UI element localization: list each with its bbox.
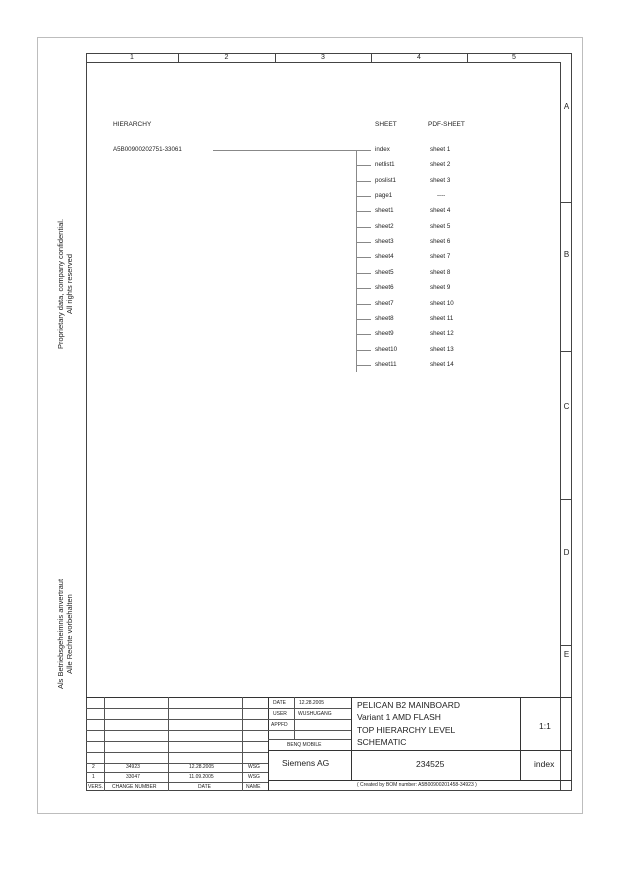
tree-branch — [356, 150, 371, 151]
rev-header-name: NAME — [246, 784, 261, 790]
tree-branch — [356, 319, 371, 320]
revision-col-line — [242, 697, 243, 791]
column-2: 2 — [224, 54, 229, 61]
pdf-sheet-entry[interactable]: sheet 1 — [430, 146, 451, 153]
sheet-entry[interactable]: sheet6 — [375, 284, 394, 291]
sheet-entry[interactable]: index — [375, 146, 390, 153]
row-C: C — [563, 402, 570, 411]
hierarchy-header: HIERARCHY — [113, 121, 152, 128]
tree-branch — [356, 181, 371, 182]
revision-line — [86, 708, 268, 709]
pdf-sheet-entry[interactable]: sheet 5 — [430, 223, 451, 230]
revision-line — [86, 719, 268, 720]
pdf-sheet-entry[interactable]: sheet 8 — [430, 269, 451, 276]
confidential-note — [56, 204, 74, 364]
pdf-sheet-entry[interactable]: sheet 7 — [430, 253, 451, 260]
pdf-sheet-entry[interactable]: sheet 12 — [430, 330, 454, 337]
revision-col-line — [168, 697, 169, 791]
pdf-sheet-entry[interactable]: ---- — [437, 192, 446, 199]
pdf-sheet-entry[interactable]: sheet 10 — [430, 300, 454, 307]
info-line — [268, 719, 351, 720]
sheet-entry[interactable]: page1 — [375, 192, 393, 199]
row-divider — [561, 645, 572, 646]
revision-vers: 2 — [92, 764, 95, 770]
confidential-line-1: Proprietary data, company confidential. — [56, 218, 65, 350]
pdf-sheet-header: PDF-SHEET — [428, 121, 465, 128]
tree-branch — [356, 211, 371, 212]
titleblock-divider — [268, 750, 572, 751]
titleblock-divider — [268, 780, 572, 781]
root-connector — [213, 150, 356, 151]
row-D: D — [563, 548, 570, 557]
date-value: 12.28.2005 — [299, 700, 325, 706]
confidential-line-2: All rights reserved — [65, 253, 74, 315]
row-divider — [561, 351, 572, 352]
column-3: 3 — [321, 54, 325, 61]
revision-line — [86, 782, 268, 783]
sheet-entry[interactable]: sheet7 — [375, 300, 394, 307]
revision-change: 34923 — [126, 764, 140, 770]
sheet-name: index — [534, 759, 555, 769]
sheet-entry[interactable]: sheet10 — [375, 346, 398, 353]
tree-branch — [356, 257, 371, 258]
column-5: 5 — [512, 54, 516, 61]
pdf-sheet-entry[interactable]: sheet 9 — [430, 284, 451, 291]
revision-name: WSG — [248, 774, 260, 780]
revision-line — [86, 730, 268, 731]
scale-value: 1:1 — [539, 721, 551, 731]
rev-header-change: CHANGE NUMBER — [112, 784, 157, 790]
revision-line — [86, 752, 268, 753]
info-line — [268, 739, 351, 740]
pdf-sheet-entry[interactable]: sheet 13 — [430, 346, 454, 353]
sheet-entry[interactable]: sheet4 — [375, 253, 394, 260]
tree-branch — [356, 288, 371, 289]
trade-secret-line-1: Als Betriebsgeheimnis anvertraut — [56, 578, 65, 690]
sheet-entry[interactable]: netlist1 — [375, 161, 395, 168]
pdf-sheet-entry[interactable]: sheet 3 — [430, 177, 451, 184]
titleblock-divider — [520, 697, 521, 780]
drawing-number: 234525 — [416, 759, 445, 769]
user-label: USER — [273, 711, 287, 717]
user-value: WUSHUGANG — [298, 711, 332, 717]
info-col-line — [294, 697, 295, 739]
revision-date: 12.28.2005 — [189, 764, 215, 770]
hierarchy-root[interactable]: A5B00900202751-33061 — [113, 146, 182, 153]
trade-secret-note — [56, 554, 74, 714]
row-divider — [561, 499, 572, 500]
column-4: 4 — [417, 54, 421, 61]
sheet-entry[interactable]: sheet5 — [375, 269, 394, 276]
tree-branch — [356, 304, 371, 305]
titleblock-divider — [268, 697, 269, 791]
company-dept: BENQ MOBILE — [287, 742, 322, 748]
title-line-2: Variant 1 AMD FLASH — [357, 712, 441, 722]
appfd-label: APPFD — [271, 722, 288, 728]
sheet-entry[interactable]: sheet1 — [375, 207, 394, 214]
rev-header-date: DATE — [198, 784, 211, 790]
sheet-entry[interactable]: poslist1 — [375, 177, 396, 184]
pdf-sheet-entry[interactable]: sheet 4 — [430, 207, 451, 214]
revision-line — [86, 772, 268, 773]
sheet-header: SHEET — [375, 121, 397, 128]
title-line-1: PELICAN B2 MAINBOARD — [357, 700, 460, 710]
info-line — [268, 708, 351, 709]
sheet-entry[interactable]: sheet8 — [375, 315, 394, 322]
tree-branch — [356, 165, 371, 166]
company-name: Siemens AG — [282, 758, 330, 768]
tree-branch — [356, 365, 371, 366]
rev-header-vers: VERS. — [88, 784, 104, 790]
sheet-entry[interactable]: sheet3 — [375, 238, 394, 245]
title-line-4: SCHEMATIC — [357, 737, 407, 747]
trade-secret-line-2: Alle Rechte vorbehalten — [65, 594, 74, 674]
revision-line — [86, 763, 268, 764]
tree-branch — [356, 227, 371, 228]
sheet-entry[interactable]: sheet11 — [375, 361, 397, 368]
tree-branch — [356, 273, 371, 274]
created-by-note: ( Created by BOM number: A5B00900201458-34923 ) — [357, 782, 477, 788]
row-E: E — [563, 650, 570, 659]
row-B: B — [563, 250, 570, 259]
revision-line — [86, 741, 268, 742]
title-line-3: TOP HIERARCHY LEVEL — [357, 725, 456, 735]
column-1: 1 — [130, 54, 134, 61]
drawing-area — [86, 62, 561, 791]
tree-branch — [356, 242, 371, 243]
pdf-sheet-entry[interactable]: sheet 14 — [430, 361, 454, 368]
pdf-sheet-entry[interactable]: sheet 11 — [430, 315, 454, 322]
pdf-sheet-entry[interactable]: sheet 2 — [430, 161, 451, 168]
revision-col-line — [104, 697, 105, 791]
pdf-sheet-entry[interactable]: sheet 6 — [430, 238, 451, 245]
sheet-entry[interactable]: sheet2 — [375, 223, 394, 230]
revision-vers: 1 — [92, 774, 95, 780]
tree-branch — [356, 334, 371, 335]
titleblock-top-border — [86, 697, 572, 698]
titleblock-divider — [351, 697, 352, 780]
sheet-entry[interactable]: sheet9 — [375, 330, 394, 337]
revision-name: WSG — [248, 764, 260, 770]
revision-change: 33047 — [126, 774, 140, 780]
row-A: A — [563, 102, 570, 111]
date-label: DATE — [273, 700, 286, 706]
tree-branch — [356, 350, 371, 351]
tree-branch — [356, 196, 371, 197]
row-divider — [561, 202, 572, 203]
revision-date: 11.09.2005 — [189, 774, 214, 780]
tree-trunk — [356, 150, 357, 372]
info-line — [268, 730, 351, 731]
